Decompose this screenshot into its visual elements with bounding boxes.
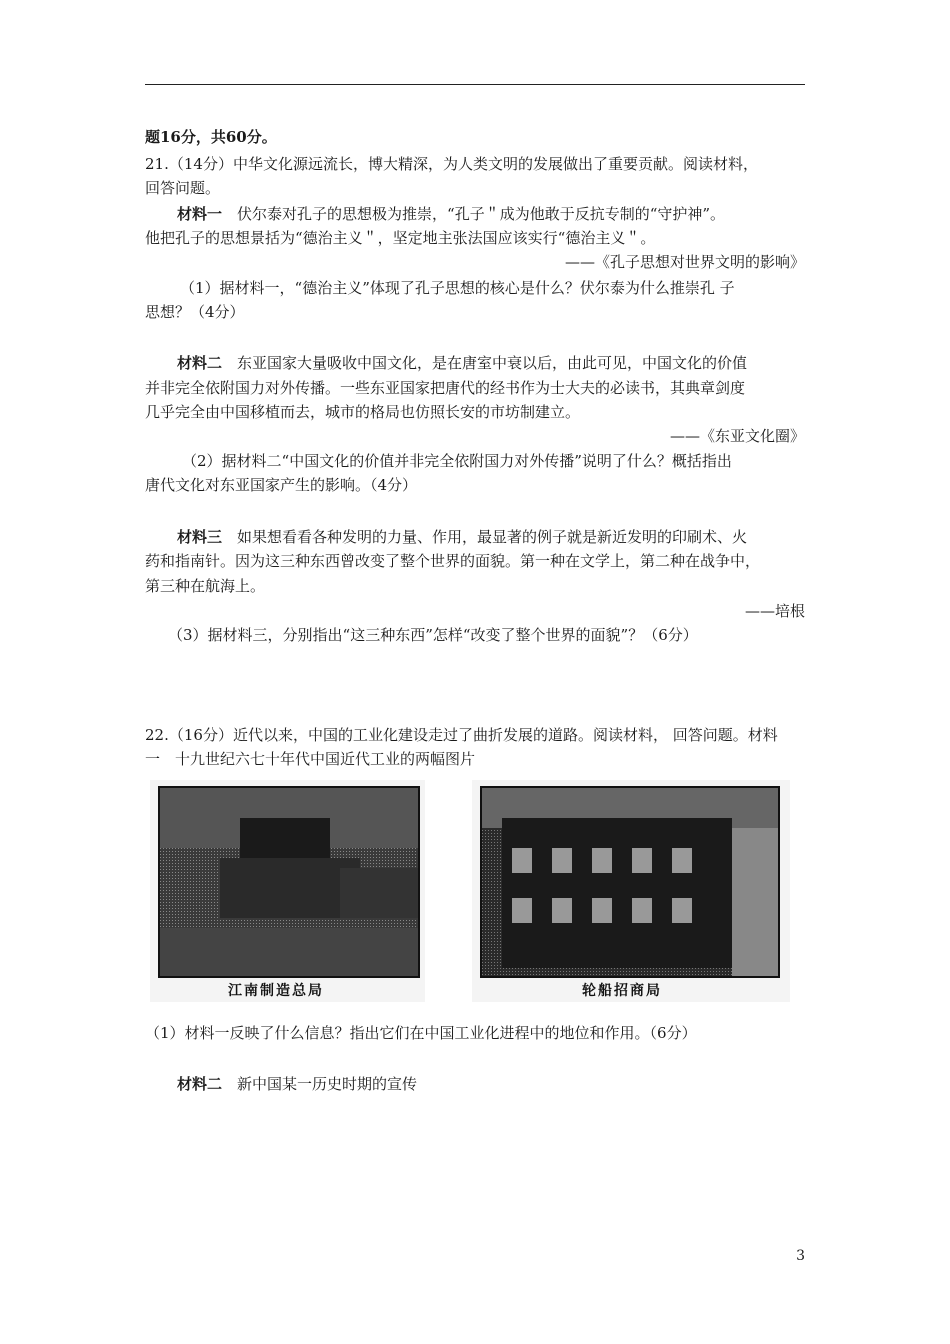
q21-material1-line2: 他把孔子的思想景括为“德治主义＂，坚定地主张法国应该实行“德治主义＂。 bbox=[145, 229, 656, 247]
q21-material2-line1 bbox=[177, 352, 747, 374]
merchants-illustration bbox=[482, 788, 778, 976]
material3-source: ——培根 bbox=[744, 602, 805, 620]
q22-intro-line2: 一 十九世纪六七十年代中国近代工业的两幅图片 bbox=[145, 750, 476, 768]
q21-intro-line1: 21.（14分）中华文化源远流长，博大精深，为人类文明的发展做出了重要贡献。阅读材料， bbox=[145, 155, 758, 173]
q22-sub1: （1）材料一反映了什么信息？指出它们在中国工业化进程中的地位和作用。（6分） bbox=[145, 1024, 697, 1042]
material3-text: 如果想看看各种发明的力量、作用，最显著的例子就是新近发明的印刷术、火 bbox=[237, 528, 748, 546]
material3-label: 材料三 bbox=[177, 528, 223, 546]
q21-material1-line1 bbox=[177, 203, 725, 225]
material1-label: 材料一 bbox=[177, 205, 223, 223]
q21-sub1-line2: 思想？（4分） bbox=[145, 303, 245, 321]
photo-jiangnan-image bbox=[158, 786, 420, 978]
q21-intro-line2: 回答问题。 bbox=[145, 179, 221, 197]
section-header-continuation: 题16分，共60分。 bbox=[145, 128, 277, 146]
jiangnan-illustration bbox=[160, 788, 418, 976]
photo-right-caption: 轮船招商局 bbox=[582, 983, 662, 999]
q21-sub1-line1: （1）据材料一，“德治主义”体现了孔子思想的核心是什么？伏尔泰为什么推崇孔 子 bbox=[180, 279, 735, 297]
material2-label: 材料二 bbox=[177, 354, 223, 372]
q21-material2-line3: 几乎完全由中国移植而去，城市的格局也仿照长安的市坊制建立。 bbox=[145, 403, 581, 421]
q21-sub3: （3）据材料三，分别指出“这三种东西”怎样“改变了整个世界的面貌”？（6分） bbox=[168, 626, 698, 644]
photo-jiangnan-arsenal bbox=[150, 780, 425, 1002]
q21-material3-line3: 第三种在航海上。 bbox=[145, 577, 266, 595]
q21-sub2-line1: （2）据材料二“中国文化的价值并非完全依附国力对外传播”说明了什么？概括指出 bbox=[182, 452, 732, 470]
q22-material2-line bbox=[177, 1073, 417, 1095]
photo-china-merchants bbox=[472, 780, 790, 1002]
photo-china-merchants-image bbox=[480, 786, 780, 978]
q21-material2-line2: 并非完全依附国力对外传播。一些东亚国家把唐代的经书作为士大夫的必读书，其典章剑度 bbox=[145, 379, 746, 397]
material2-text: 东亚国家大量吸收中国文化，是在唐室中衰以后，由此可见，中国文化的价值 bbox=[237, 354, 748, 372]
q22-intro-line1: 22.（16分）近代以来，中国的工业化建设走过了曲折发展的道路。阅读材料， 回答问题。材料 bbox=[145, 726, 778, 744]
q21-material3-line2: 药和指南针。因为这三种东西曾改变了整个世界的面貌。第一种在文学上，第二种在战争中， bbox=[145, 552, 761, 570]
material2-source: ——《东亚文化圈》 bbox=[669, 427, 805, 445]
q21-sub2-line2: 唐代文化对东亚国家产生的影响。（4分） bbox=[145, 476, 418, 494]
q22-material2-text: 新中国某一历史时期的宣传 bbox=[237, 1075, 418, 1093]
header-rule bbox=[145, 84, 805, 85]
page-number: 3 bbox=[796, 1248, 805, 1264]
material1-text: 伏尔泰对孔子的思想极为推崇，“孔子＂成为他敢于反抗专制的“守护神”。 bbox=[237, 205, 726, 223]
q22-material2-label: 材料二 bbox=[177, 1075, 223, 1093]
material1-source: ——《孔子思想对世界文明的影响》 bbox=[564, 253, 805, 271]
photo-left-caption: 江南制造总局 bbox=[228, 983, 324, 999]
q21-material3-line1 bbox=[177, 526, 747, 548]
